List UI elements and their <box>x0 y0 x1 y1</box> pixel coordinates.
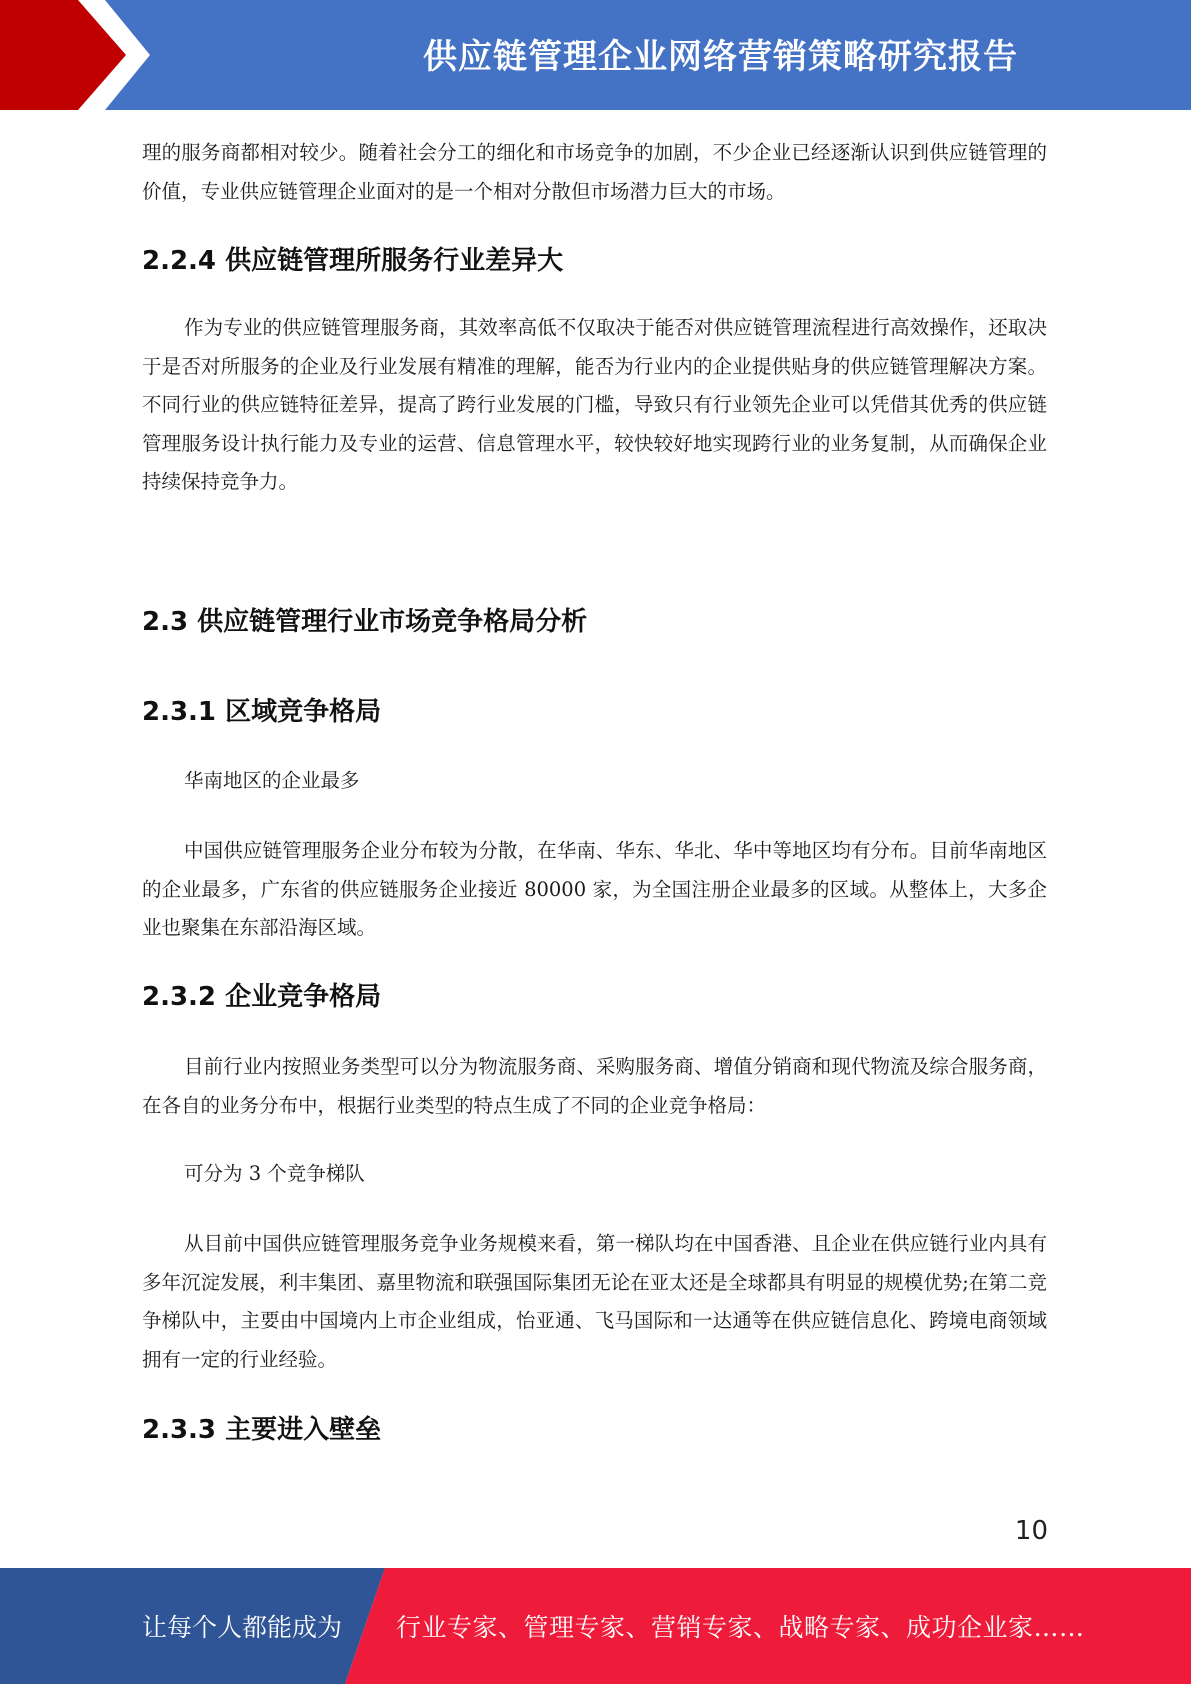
heading-2-3: 2.3 供应链管理行业市场竞争格局分析 <box>142 607 588 637</box>
heading-2-3-1: 2.3.1 区域竞争格局 <box>142 697 382 727</box>
paragraph-2-3-1: 中国供应链管理服务企业分布较为分散，在华南、华东、华北、华中等地区均有分布。目前华南地区的企业最多，广东省的供应链服务企业接近 80000 家，为全国注册企业最多的区域。从整体上，大多企业也聚集在东部沿海区域。 <box>142 839 1047 939</box>
heading-2-2-4: 2.2.4 供应链管理所服务行业差异大 <box>142 246 564 276</box>
page-number: 10 <box>1014 1516 1048 1546</box>
paragraph-2-2-4: 作为专业的供应链管理服务商，其效率高低不仅取决于能否对供应链管理流程进行高效操作，还取决于是否对所服务的企业及行业发展有精准的理解，能否为行业内的企业提供贴身的供应链管理解决方案。不同行业的供应链特征差异，提高了跨行业发展的门槛，导致只有行业领先企业可以凭借其优秀的供应链管理服务设计执行能力及专业的运营、信息管理水平，较快较好地实现跨行业的业务复制，从而确保企业持续保持竞争力。 <box>142 316 1047 493</box>
paragraph-2-3-2-tiers: 从目前中国供应链管理服务竞争业务规模来看，第一梯队均在中国香港、且企业在供应链行业内具有多年沉淀发展，利丰集团、嘉里物流和联强国际集团无论在亚太还是全球都具有明显的规模优势;在第二竞争梯队中，主要由中国境内上市企业组成，怡亚通、飞马国际和一达通等在供应链信息化、跨境电商领域拥有一定的行业经验。 <box>142 1232 1047 1371</box>
footer-slogan-left: 让每个人都能成为 <box>142 1613 343 1642</box>
footer-slogan-right: 行业专家、管理专家、营销专家、战略专家、成功企业家…… <box>396 1613 1085 1642</box>
footer-banner <box>0 1568 1191 1684</box>
subheading-south-china: 华南地区的企业最多 <box>184 769 360 792</box>
report-title: 供应链管理企业网络营销策略研究报告 <box>423 36 1018 77</box>
heading-2-3-2: 2.3.2 企业竞争格局 <box>142 982 382 1012</box>
paragraph-intro: 理的服务商都相对较少。随着社会分工的细化和市场竞争的加剧，不少企业已经逐渐认识到供应链管理的价值，专业供应链管理企业面对的是一个相对分散但市场潜力巨大的市场。 <box>142 141 1047 203</box>
paragraph-2-3-2: 目前行业内按照业务类型可以分为物流服务商、采购服务商、增值分销商和现代物流及综合服务商，在各自的业务分布中，根据行业类型的特点生成了不同的企业竞争格局： <box>142 1055 1047 1117</box>
subheading-three-tiers: 可分为 3 个竞争梯队 <box>184 1162 365 1185</box>
header-banner <box>0 0 1191 110</box>
heading-2-3-3: 2.3.3 主要进入壁垒 <box>142 1415 382 1445</box>
